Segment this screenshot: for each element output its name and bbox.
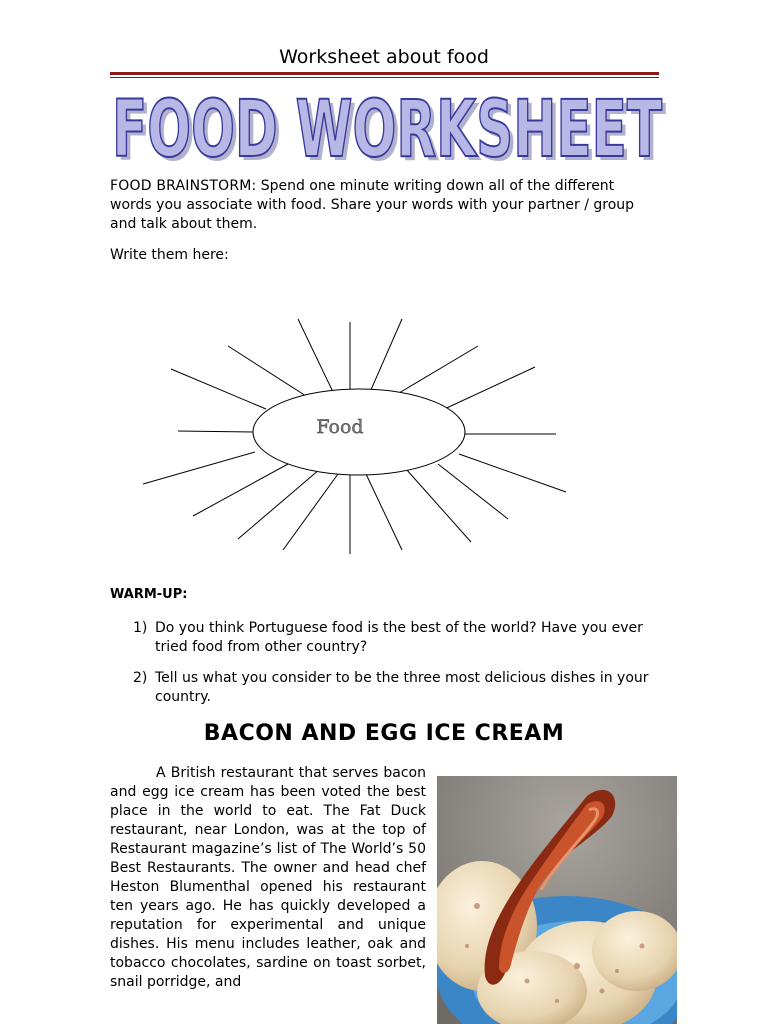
- brainstorm-paragraph: [110, 177, 655, 234]
- question-text: Tell us what you consider to be the three most delicious dishes in your country.: [155, 670, 649, 705]
- header-rule-thin: [110, 77, 659, 78]
- diagram-center-label: Food: [316, 416, 364, 438]
- warmup-heading: WARM-UP:: [110, 587, 188, 602]
- wordart-banner: [104, 90, 674, 166]
- article-body: A British restaurant that serves bacon and egg ice cream has been voted the best place in the world to eat. The Fat Duck restaurant, near London, was at the top of Restaurant magazine’s list of The World’s 50 Best Restaurants. The owner and head chef Heston Blumenthal opened his restaurant ten years ago. He has quickly developed a reputation for experimental and unique dishes. His menu includes leather, oak and tobacco chocolates, sardine on toast sorbet, snail porridge, and: [110, 765, 426, 990]
- wordart-banner-text: FOOD WORKSHEET: [112, 90, 662, 166]
- ice-cream-photo: [437, 776, 677, 1024]
- brainstorm-sun-diagram: [138, 314, 578, 564]
- brainstorm-text: : Spend one minute writing down all of the different words you associate with food. Share your words with your partner / group and talk about them.: [110, 178, 635, 232]
- header-rule: [110, 72, 659, 75]
- brainstorm-heading: FOOD BRAINSTORM: [110, 178, 252, 194]
- page-header-title: Worksheet about food: [279, 46, 489, 68]
- wordart-banner-shadow: FOOD WORKSHEET: [116, 90, 666, 166]
- warmup-question: [133, 619, 663, 659]
- write-here-label: Write them here:: [110, 247, 229, 263]
- question-number: 2): [133, 670, 148, 686]
- warmup-question: [133, 669, 663, 709]
- question-number: 1): [133, 620, 148, 636]
- article-title: BACON AND EGG ICE CREAM: [203, 721, 565, 746]
- question-text: Do you think Portuguese food is the best of the world? Have you ever tried food from other country?: [155, 620, 643, 655]
